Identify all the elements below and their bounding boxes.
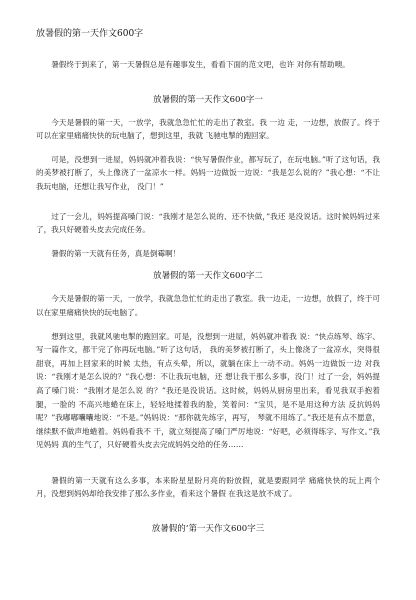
- spacer: [36, 72, 380, 94]
- essay-2-paragraph: 今天是暑假的第一天，一放学，我就急急忙忙的走出了教室。我一边走，一边想，放假了，终于可以在家里痛痛快快的玩电脑了。: [36, 294, 380, 317]
- spacer: [36, 194, 380, 210]
- spacer: [36, 260, 380, 270]
- closing-paragraph: 暑假的第一天就有这么多事，本来盼星星盼月亮的盼放假，就是要跟同学 痛痛快快的玩上两个月，没想到妈妈却给我安排了那么多作业，看来这个暑假 在我这是放不成了。: [36, 475, 380, 499]
- essay-heading-2: 放暑假的第一天作文600字二: [153, 271, 263, 282]
- spacer: [36, 320, 380, 330]
- essay-1-paragraph: 过了一会儿，妈妈提高嗓门说：“我刚才是怎么说的、还不快做，”我还 是没说话。这时候妈妈过来了，我只好硬着头皮去完成任务。: [36, 211, 380, 235]
- spacer: [36, 282, 380, 292]
- spacer: [36, 143, 380, 153]
- spacer: [36, 452, 380, 474]
- spacer: [36, 106, 380, 116]
- essay-1-paragraph: 可是，没想到一进屋，妈妈就冲着我说：“快写暑假作业，都写玩了，在玩电脑。”听了这句话，我的美梦被打断了，头上像浇了一盆凉水一样。妈妈一边做饭一边说：“我是怎么说的？”我心想：“不让我玩电脑，还想让我写作业， 没门！”: [36, 154, 380, 191]
- essay-heading-3: 放暑假的‘第一天作文600字三: [151, 524, 265, 535]
- spacer: [36, 237, 380, 247]
- essay-1-paragraph: 今天是暑假的第一天，一放学，我就急急忙忙的走出了教室。我 一边 走，一边想，放假了。终于可以在家里痛痛快快的玩电脑了，想到这里，我就 飞驰电掣的跑回家。: [36, 117, 380, 141]
- intro-paragraph: 暑假终于到来了，第一天暑假总是有趣事发生，看看下面的范文吧，也许 对你有帮助噢。: [51, 60, 350, 69]
- spacer: [36, 501, 380, 523]
- essay-2-paragraph: 想到这里，我就风驰电掣的跑回家。可是，没想到一进屋，妈妈就冲着我 说：“快点练琴、练字、写一篇作文，都干完了你再玩电脑。”听了这句话， 我的美梦被打断了，头上像浇了一盆凉水，突得很甜衰，再加上回家来的时候 太热，有点头晕，所以，就躺在床上一动不动。妈妈一边做饭一边 对我说：“我刚才是怎么说的？”我心想：不让我玩电脑，还 想让我干那么多事，没门！过了一会，妈妈提高了嗓门说：“我刚才是怎么说 的？”我还是没说话。这时候，妈妈从厨房里出来，看见我双手抱着腿，一脸的 不高兴地蜷在床上，轻轻地揉着我的脸，笑着问：“宝贝，是不是用这种方法 反抗妈妈呢？”我嘟嘟囔囔地说：“不是。”妈妈说：“那你就先练字，再写， 琴就不用练了。”我还是有点不愿意，继续默不做声地蜷着。妈妈看我不 干，就立刻提高了嗓门严厉地说：“好吧，必须得练字、写作文。”我见妈妈 真的生气了，只好硬着头皮去完成妈妈交给的任务……: [36, 331, 380, 450]
- document-title: 放暑假的第一天作文600字: [36, 29, 144, 39]
- essay-heading-1: 放暑假的第一天作文600字一: [153, 94, 263, 105]
- essay-1-paragraph: 暑假的第一天就有任务，真是倒霉啊！: [51, 248, 181, 258]
